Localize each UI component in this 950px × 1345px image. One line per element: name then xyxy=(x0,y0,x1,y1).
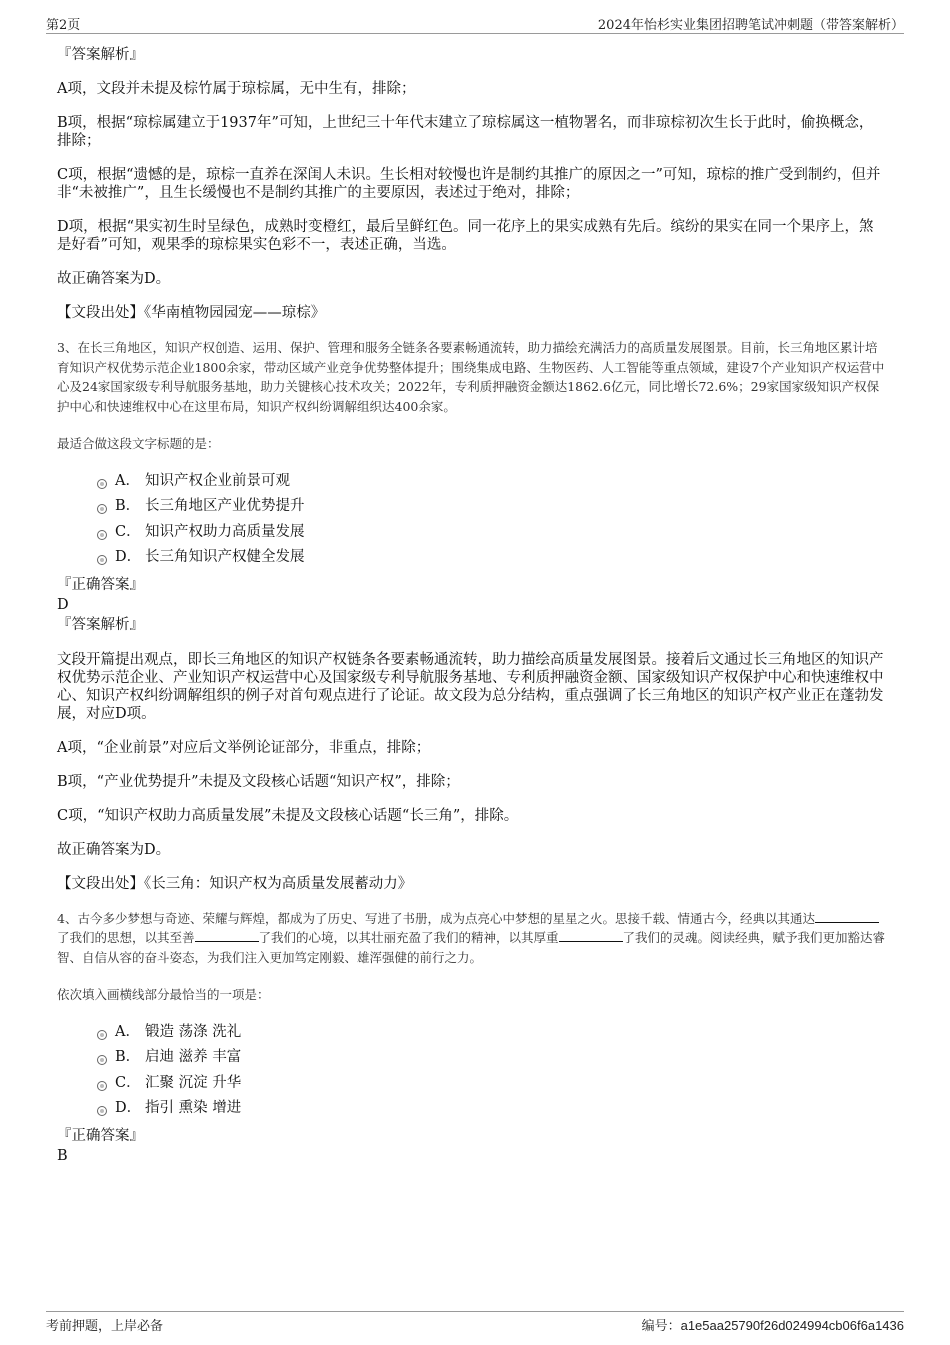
q4-answer: B xyxy=(57,1147,68,1164)
q4-stem xyxy=(57,909,887,968)
footer-code xyxy=(642,1315,904,1334)
q4-prompt: 依次填入画横线部分最恰当的一项是： xyxy=(57,987,270,1002)
radio-button[interactable] xyxy=(97,1081,107,1091)
q3-answer: D xyxy=(57,596,69,613)
q2-analysis-a: A项，文段并未提及棕竹属于琼棕属，无中生有，排除； xyxy=(57,81,416,97)
radio-button[interactable] xyxy=(97,530,107,540)
q3-option-c[interactable] xyxy=(97,522,887,548)
q3-option-b[interactable] xyxy=(97,496,887,522)
page-header xyxy=(46,14,904,34)
option-letter: A． xyxy=(115,472,140,489)
radio-button[interactable] xyxy=(97,504,107,514)
q2-conclusion: 故正确答案为D。 xyxy=(57,271,171,287)
q2-source: 【文段出处】《华南植物园园宠——琼棕》 xyxy=(57,305,326,321)
q3-analysis-a: A项，“企业前景”对应后文举例论证部分，非重点，排除； xyxy=(57,739,431,756)
option-text: 长三角知识产权健全发展 xyxy=(145,549,305,565)
q2-analysis-label: 『答案解析』 xyxy=(57,47,144,63)
radio-button[interactable] xyxy=(97,479,107,489)
option-letter: C． xyxy=(115,523,141,540)
footer-code-label: 编号： xyxy=(641,1319,681,1334)
q3-stem: 3、在长三角地区，知识产权创造、运用、保护、管理和服务全链条各要素畅通流转，助力描绘充满活力的高质量发展图景。目前，长三角地区累计培育知识产权优势示范企业1800余家，带动区域产业竞争优势整体提升；围绕集成电路、生物医药、人工智能等重点领域，建设7个产业知识产权运营中心及24家国家级专利导航服务基地，助力关键核心技术攻关；2022年，专利质押融资金额达1862.6亿元，同比增长72.6%；29家国家级知识产权保护中心和快速维权中心在这里布局，知识产权纠纷调解组织达400余家。 xyxy=(57,340,885,414)
option-text: 汇聚 沉淀 升华 xyxy=(145,1074,242,1091)
q2-analysis-b: B项，根据“琼棕属建立于1937年”可知，上世纪三十年代末建立了琼棕属这一植物署名，而非琼棕初次生长于此时，偷换概念，排除； xyxy=(57,115,874,149)
option-text: 指引 熏染 增进 xyxy=(145,1100,242,1116)
q3-option-d[interactable] xyxy=(97,547,887,573)
page-content xyxy=(57,46,887,1167)
radio-button[interactable] xyxy=(97,1106,107,1116)
option-text: 知识产权助力高质量发展 xyxy=(145,523,305,540)
q3-option-a[interactable] xyxy=(97,471,887,497)
q2-analysis-c: C项，根据“遗憾的是，琼棕一直养在深闺人未识。生长相对较慢也许是制约其推广的原因之一”可知，琼棕的推广受到制约，但并非“未被推广”，且生长缓慢也不是制约其推广的主要原因，表述过于绝对，排除； xyxy=(57,167,881,201)
q3-analysis: 文段开篇提出观点，即长三角地区的知识产权链条各要素畅通流转，助力描绘高质量发展图景。接着后文通过长三角地区的知识产权优势示范企业、产业知识产权运营中心及国家级专利导航服务基地、专利质押融资金额、国家级知识产权保护中心和快速维权中心、知识产权纠纷调解组织的例子对首句观点进行了论证。故文段为总分结构，重点强调了长三角地区的知识产权产业正在蓬勃发展，对应D项。 xyxy=(57,651,884,722)
option-letter: A． xyxy=(115,1023,140,1040)
q4-option-d[interactable] xyxy=(97,1098,887,1124)
q4-options xyxy=(97,1022,887,1124)
q3-conclusion: 故正确答案为D。 xyxy=(57,841,171,858)
radio-button[interactable] xyxy=(97,1055,107,1065)
option-letter: D． xyxy=(115,1100,142,1116)
option-text: 长三角地区产业优势提升 xyxy=(145,498,305,514)
q4-stem-part: 了我们的思想，以其至善 xyxy=(57,930,195,945)
q4-option-b[interactable] xyxy=(97,1047,887,1073)
page-number: 第2页 xyxy=(46,18,81,33)
fill-blank xyxy=(195,930,259,942)
option-letter: C． xyxy=(115,1074,141,1091)
q3-analysis-b: B项，“产业优势提升”未提及文段核心话题“知识产权”，排除； xyxy=(57,773,460,790)
option-letter: B． xyxy=(115,498,141,514)
footer-code-value: a1e5aa25790f26d024994cb06f6a1436 xyxy=(680,1318,904,1333)
q3-answer-label: 『正确答案』 xyxy=(57,576,144,593)
option-text: 启迪 滋养 丰富 xyxy=(145,1049,242,1065)
q3-prompt: 最适合做这段文字标题的是： xyxy=(57,436,220,451)
radio-button[interactable] xyxy=(97,1030,107,1040)
q4-option-a[interactable] xyxy=(97,1022,887,1048)
q4-answer-label: 『正确答案』 xyxy=(57,1127,144,1144)
q2-analysis-d: D项，根据“果实初生时呈绿色，成熟时变橙红，最后呈鲜红色。同一花序上的果实成熟有先后。缤纷的果实在同一个果序上，煞是好看”可知，观果季的琼棕果实色彩不一，表述正确，当选。 xyxy=(57,219,874,253)
footer-slogan: 考前押题，上岸必备 xyxy=(46,1319,164,1334)
q3-source: 【文段出处】《长三角：知识产权为高质量发展蓄动力》 xyxy=(57,875,413,892)
q4-stem-part: 了我们的灵魂。阅读经典，赋予我们更加豁达睿智、自信从容的奋斗姿态，为我们注入更加笃定刚毅、雄浑强健的前行之力。 xyxy=(57,930,886,965)
option-letter: B． xyxy=(115,1049,141,1065)
q4-stem-part: 4、古今多少梦想与奇迹、荣耀与辉煌，都成为了历史、写进了书册，成为点亮心中梦想的星星之火。思接千载、情通古今，经典以其通达 xyxy=(57,910,815,926)
option-letter: D． xyxy=(115,549,142,565)
q4-stem-part: 了我们的心境，以其壮丽充盈了我们的精神，以其厚重 xyxy=(258,930,559,945)
page-footer xyxy=(46,1311,904,1335)
option-text: 知识产权企业前景可观 xyxy=(145,472,290,489)
option-text: 锻造 荡涤 洗礼 xyxy=(145,1023,242,1040)
q3-options xyxy=(97,471,887,573)
q3-analysis-label: 『答案解析』 xyxy=(57,616,144,633)
fill-blank xyxy=(559,930,623,942)
fill-blank xyxy=(815,911,879,923)
q3-analysis-c: C项，“知识产权助力高质量发展”未提及文段核心话题“长三角”，排除。 xyxy=(57,807,519,824)
document-title: 2024年怡杉实业集团招聘笔试冲刺题（带答案解析） xyxy=(597,18,904,33)
q4-option-c[interactable] xyxy=(97,1073,887,1099)
radio-button[interactable] xyxy=(97,555,107,565)
